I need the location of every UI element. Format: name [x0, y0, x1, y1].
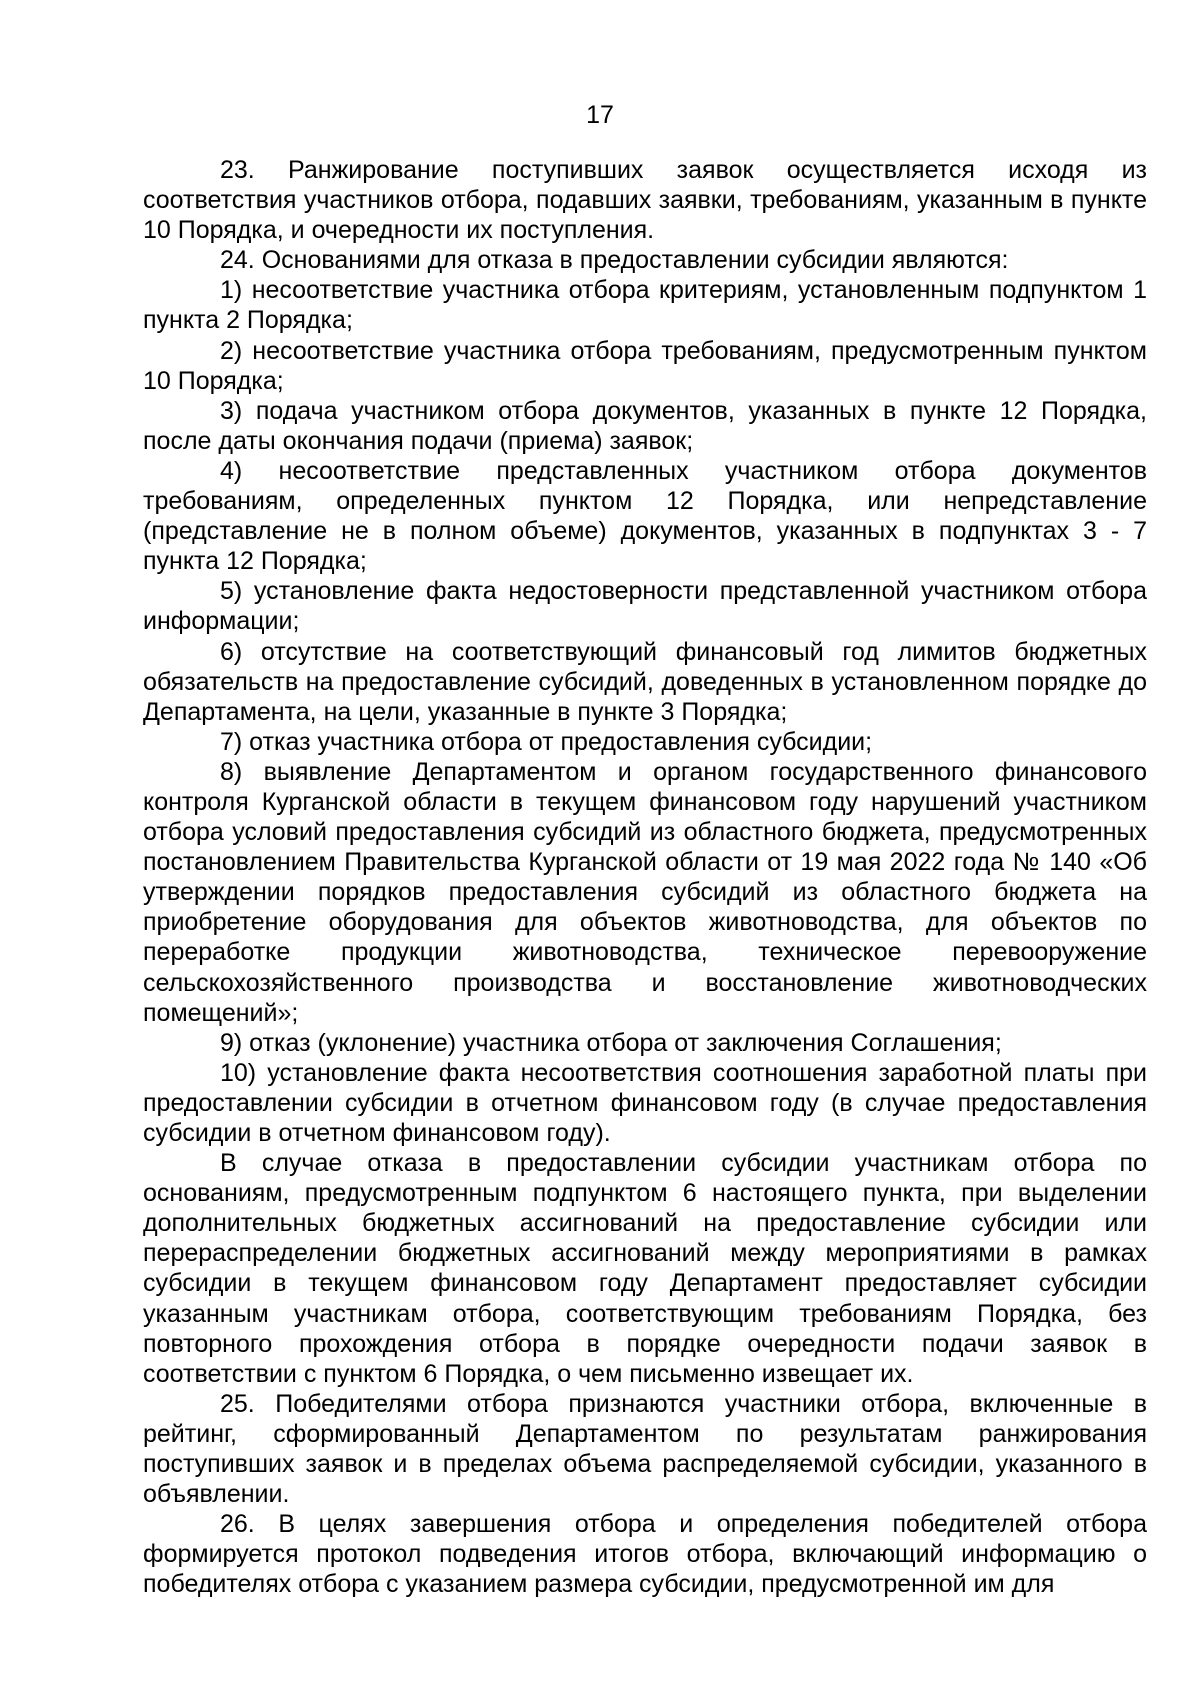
- subparagraph-6: 6) отсутствие на соответствующий финансовый год лимитов бюджетных обязательств на предоставление субсидий, доведенных в установленном порядке до Департамента, на цели, указанные в пункте 3 Порядка;: [143, 637, 1147, 726]
- subparagraph-8: 8) выявление Департаментом и органом государственного финансового контроля Курганской области в текущем финансовом году нарушений участником отбора условий предоставления субсидий из областного бюджета, предусмотренных постановлением Правительства Курганской области от 19 мая 2022 года № 140 «Об утверждении порядков предоставления субсидий из областного бюджета на приобретение оборудования для объектов животноводства, для объектов по переработке продукции животноводства, техническое перевооружение сельскохозяйственного производства и восстановление животноводческих помещений»;: [143, 757, 1147, 1027]
- subparagraph-5: 5) установление факта недостоверности представленной участником отбора информации;: [143, 577, 1147, 636]
- paragraph-24: 24. Основаниями для отказа в предоставлении субсидии являются:: [220, 246, 1009, 275]
- paragraph-25: 25. Победителями отбора признаются участники отбора, включенные в рейтинг, сформированный Департаментом по результатам ранжирования поступивших заявок и в пределах объема распределяемой субсидии, указанного в объявлении.: [143, 1389, 1147, 1509]
- document-body: [143, 155, 1147, 1600]
- page-number: 17: [586, 101, 614, 129]
- subparagraph-3: 3) подача участником отбора документов, указанных в пункте 12 Порядка, после даты окончания подачи (приема) заявок;: [143, 396, 1147, 455]
- subparagraph-10: 10) установление факта несоответствия соотношения заработной платы при предоставлении субсидии в отчетном финансовом году (в случае предоставления субсидии в отчетном финансовом году).: [143, 1058, 1147, 1147]
- paragraph-23: 23. Ранжирование поступивших заявок осуществляется исходя из соответствия участников отбора, подавших заявки, требованиям, указанным в пункте 10 Порядка, и очередности их поступления.: [143, 156, 1147, 245]
- paragraph-26: 26. В целях завершения отбора и определения победителей отбора формируется протокол подведения итогов отбора, включающий информацию о победителях отбора с указанием размера субсидии, предусмотренной им для: [143, 1510, 1147, 1599]
- subparagraph-7: 7) отказ участника отбора от предоставления субсидии;: [220, 727, 873, 756]
- subparagraph-9: 9) отказ (уклонение) участника отбора от заключения Соглашения;: [220, 1028, 1002, 1057]
- subparagraph-4: 4) несоответствие представленных участником отбора документов требованиям, определенных пунктом 12 Порядка, или непредставление (представление не в полном объеме) документов, указанных в подпунктах 3 - 7 пункта 12 Порядка;: [143, 456, 1147, 576]
- paragraph-refusal-case: В случае отказа в предоставлении субсидии участникам отбора по основаниям, предусмотренным подпунктом 6 настоящего пункта, при выделении дополнительных бюджетных ассигнований на предоставление субсидии или перераспределении бюджетных ассигнований между мероприятиями в рамках субсидии в текущем финансовом году Департамент предоставляет субсидии указанным участникам отбора, соответствующим требованиям Порядка, без повторного прохождения отбора в порядке очередности подачи заявок в соответствии с пунктом 6 Порядка, о чем письменно извещает их.: [143, 1149, 1147, 1388]
- subparagraph-1: 1) несоответствие участника отбора критериям, установленным подпунктом 1 пункта 2 Порядка;: [143, 276, 1147, 335]
- subparagraph-2: 2) несоответствие участника отбора требованиям, предусмотренным пунктом 10 Порядка;: [143, 336, 1147, 395]
